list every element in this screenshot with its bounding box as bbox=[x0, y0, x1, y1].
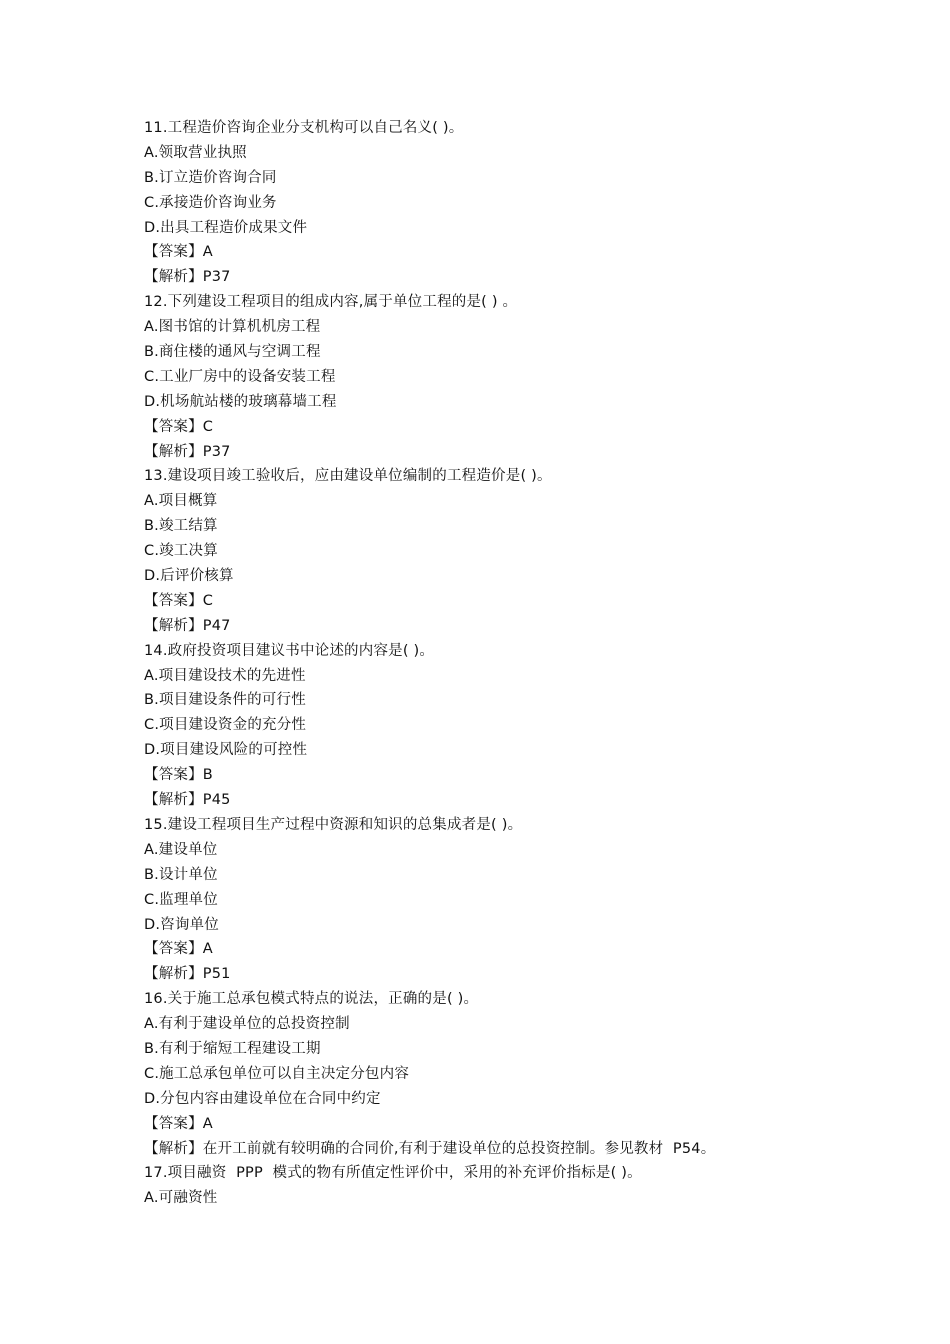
option-d: D.后评价核算 bbox=[144, 568, 234, 585]
question-list bbox=[144, 116, 904, 1211]
analysis: 【解析】P37 bbox=[144, 443, 231, 460]
option-a: A.项目概算 bbox=[144, 493, 218, 510]
analysis: 【解析】P51 bbox=[144, 966, 231, 983]
option-c: C.施工总承包单位可以自主决定分包内容 bbox=[144, 1065, 410, 1082]
option-a: A.项目建设技术的先进性 bbox=[144, 667, 306, 684]
option-c: C.工业厂房中的设备安装工程 bbox=[144, 368, 336, 385]
question-stem: 14.政府投资项目建议书中论述的内容是( )。 bbox=[144, 642, 435, 659]
option-b: B.有利于缩短工程建设工期 bbox=[144, 1040, 321, 1057]
option-c: C.承接造价咨询业务 bbox=[144, 194, 277, 211]
option-b: B.项目建设条件的可行性 bbox=[144, 692, 306, 709]
option-a: A.图书馆的计算机机房工程 bbox=[144, 319, 321, 336]
answer: 【答案】C bbox=[144, 592, 214, 609]
answer: 【答案】A bbox=[144, 244, 213, 261]
question-stem: 12.下列建设工程项目的组成内容,属于单位工程的是( ) 。 bbox=[144, 294, 518, 311]
question-stem: 16.关于施工总承包模式特点的说法，正确的是( )。 bbox=[144, 991, 479, 1008]
option-a: A.有利于建设单位的总投资控制 bbox=[144, 1016, 350, 1033]
question-stem: 17.项目融资 PPP 模式的物有所值定性评价中，采用的补充评价指标是( )。 bbox=[144, 1165, 642, 1182]
option-b: B.设计单位 bbox=[144, 866, 218, 883]
answer: 【答案】C bbox=[144, 418, 214, 435]
answer: 【答案】A bbox=[144, 941, 213, 958]
analysis: 【解析】P37 bbox=[144, 269, 231, 286]
option-b: B.订立造价咨询合同 bbox=[144, 169, 277, 186]
question-stem: 11.工程造价咨询企业分支机构可以自己名义( )。 bbox=[144, 120, 464, 136]
option-c: C.项目建设资金的充分性 bbox=[144, 717, 307, 734]
option-b: B.商住楼的通风与空调工程 bbox=[144, 344, 321, 361]
analysis: 【解析】P45 bbox=[144, 792, 231, 809]
answer: 【答案】A bbox=[144, 1115, 213, 1132]
answer: 【答案】B bbox=[144, 767, 213, 784]
option-d: D.项目建设风险的可控性 bbox=[144, 742, 308, 759]
option-d: D.咨询单位 bbox=[144, 916, 219, 933]
analysis: 【解析】P47 bbox=[144, 617, 231, 634]
question-stem: 15.建设工程项目生产过程中资源和知识的总集成者是( )。 bbox=[144, 816, 523, 833]
option-c: C.监理单位 bbox=[144, 891, 218, 908]
analysis: 【解析】在开工前就有较明确的合同价,有利于建设单位的总投资控制。参见教材 P54。 bbox=[144, 1140, 716, 1157]
option-c: C.竣工决算 bbox=[144, 543, 218, 560]
option-a: A.建设单位 bbox=[144, 841, 218, 858]
option-d: D.分包内容由建设单位在合同中约定 bbox=[144, 1090, 381, 1107]
option-d: D.机场航站楼的玻璃幕墙工程 bbox=[144, 393, 337, 410]
option-b: B.竣工结算 bbox=[144, 518, 218, 535]
question-stem: 13.建设项目竣工验收后，应由建设单位编制的工程造价是( )。 bbox=[144, 468, 552, 485]
option-a: A.可融资性 bbox=[144, 1190, 218, 1207]
option-a: A.领取营业执照 bbox=[144, 144, 247, 161]
option-d: D.出具工程造价成果文件 bbox=[144, 219, 308, 236]
